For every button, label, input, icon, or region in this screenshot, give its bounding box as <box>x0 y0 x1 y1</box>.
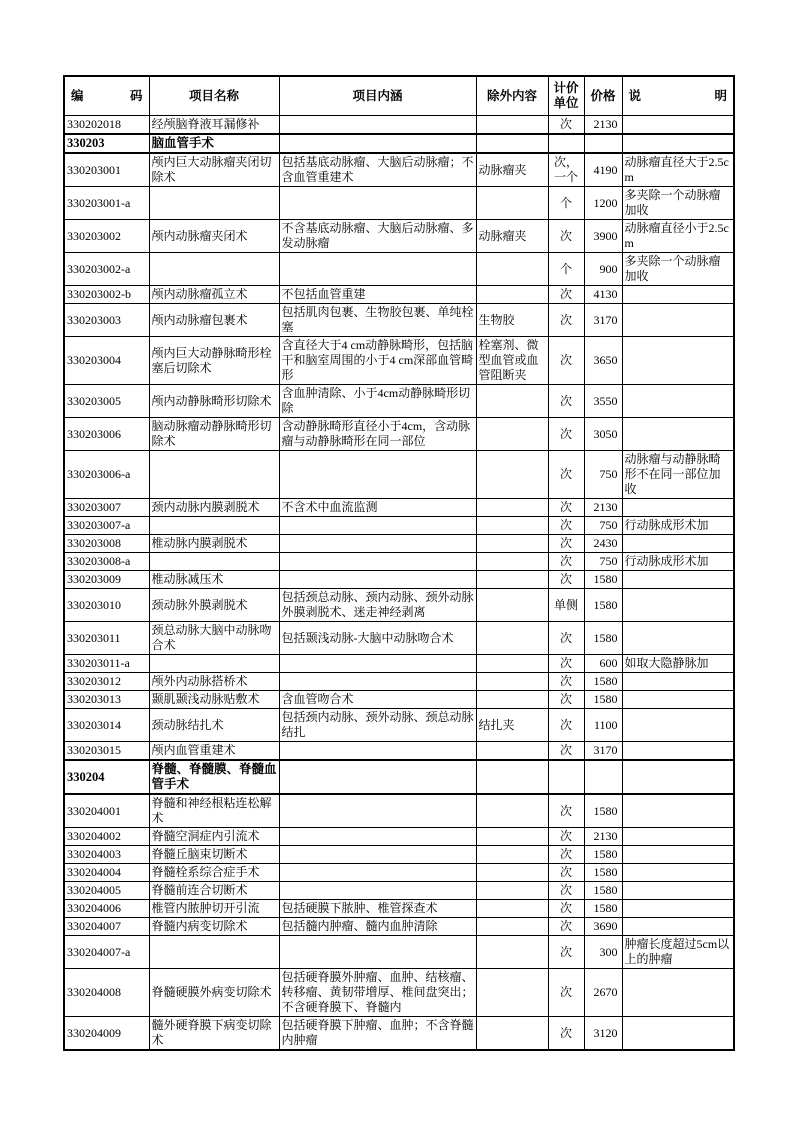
cell-unit: 次 <box>548 936 584 969</box>
cell-content <box>279 655 476 673</box>
cell-name: 脊髓栓系综合症手术 <box>149 864 279 882</box>
cell-content <box>279 134 476 153</box>
cell-code: 330203001 <box>64 153 149 187</box>
table-row <box>64 622 734 655</box>
cell-code: 330203002-a <box>64 253 149 286</box>
cell-note <box>622 116 734 135</box>
cell-unit: 次 <box>548 900 584 918</box>
cell-content <box>279 535 476 553</box>
cell-code: 330203006 <box>64 418 149 451</box>
cell-exclude: 结扎夹 <box>476 709 548 742</box>
cell-name: 颈动脉结扎术 <box>149 709 279 742</box>
cell-price: 1580 <box>584 691 622 709</box>
cell-content <box>279 517 476 535</box>
table-row <box>64 517 734 535</box>
cell-note <box>622 337 734 385</box>
cell-name: 脊髓硬膜外病变切除术 <box>149 969 279 1017</box>
cell-note: 动脉瘤与动静脉畸形不在同一部位加收 <box>622 451 734 499</box>
cell-exclude <box>476 918 548 936</box>
cell-note <box>622 589 734 622</box>
cell-price: 2130 <box>584 828 622 846</box>
cell-name: 颈内动脉内膜剥脱术 <box>149 499 279 517</box>
cell-unit: 次 <box>548 116 584 135</box>
cell-exclude <box>476 828 548 846</box>
cell-content: 含直径大于4 cm动静脉畸形，包括脑干和脑室周围的小于4 cm深部血管畸形 <box>279 337 476 385</box>
cell-exclude <box>476 864 548 882</box>
cell-exclude <box>476 760 548 794</box>
cell-unit: 次 <box>548 969 584 1017</box>
header-name: 项目名称 <box>149 76 279 116</box>
table-row <box>64 691 734 709</box>
table-row <box>64 760 734 794</box>
cell-price: 600 <box>584 655 622 673</box>
cell-code: 330204003 <box>64 846 149 864</box>
table-row <box>64 673 734 691</box>
cell-exclude <box>476 134 548 153</box>
cell-code: 330203006-a <box>64 451 149 499</box>
cell-code: 330204008 <box>64 969 149 1017</box>
cell-unit: 次 <box>548 451 584 499</box>
cell-content <box>279 882 476 900</box>
cell-unit: 个 <box>548 187 584 220</box>
table-row <box>64 451 734 499</box>
cell-name: 脑血管手术 <box>149 134 279 153</box>
cell-exclude <box>476 846 548 864</box>
cell-unit: 个 <box>548 253 584 286</box>
cell-name: 颅内巨大动脉瘤夹闭切除术 <box>149 153 279 187</box>
cell-price: 1580 <box>584 794 622 828</box>
cell-exclude <box>476 936 548 969</box>
cell-unit <box>548 134 584 153</box>
cell-content <box>279 187 476 220</box>
table-row <box>64 253 734 286</box>
cell-note <box>622 882 734 900</box>
cell-content <box>279 760 476 794</box>
cell-content <box>279 864 476 882</box>
cell-name: 颈动脉外膜剥脱术 <box>149 589 279 622</box>
cell-price: 1200 <box>584 187 622 220</box>
cell-exclude <box>476 499 548 517</box>
cell-price: 3050 <box>584 418 622 451</box>
cell-note <box>622 918 734 936</box>
cell-exclude <box>476 794 548 828</box>
cell-unit: 次 <box>548 571 584 589</box>
cell-note <box>622 1017 734 1051</box>
cell-price: 3900 <box>584 220 622 253</box>
table-row <box>64 589 734 622</box>
cell-exclude: 生物胶 <box>476 304 548 337</box>
table-row <box>64 882 734 900</box>
cell-content <box>279 116 476 135</box>
cell-price: 1580 <box>584 622 622 655</box>
cell-name: 椎动脉减压术 <box>149 571 279 589</box>
cell-exclude: 动脉瘤夹 <box>476 220 548 253</box>
cell-unit: 次 <box>548 882 584 900</box>
cell-content: 含血管吻合术 <box>279 691 476 709</box>
cell-unit: 次 <box>548 1017 584 1051</box>
cell-exclude: 栓塞剂、微型血管或血管阻断夹 <box>476 337 548 385</box>
cell-code: 330203009 <box>64 571 149 589</box>
cell-note: 行动脉成形术加 <box>622 517 734 535</box>
cell-unit: 次 <box>548 418 584 451</box>
cell-note: 多夹除一个动脉瘤加收 <box>622 187 734 220</box>
cell-content <box>279 451 476 499</box>
table-row <box>64 304 734 337</box>
cell-content: 包括基底动脉瘤、大脑后动脉瘤；不含血管重建术 <box>279 153 476 187</box>
cell-content: 包括肌肉包裹、生物胶包裹、单纯栓塞 <box>279 304 476 337</box>
cell-content <box>279 846 476 864</box>
cell-name: 颅内巨大动静脉畸形栓塞后切除术 <box>149 337 279 385</box>
cell-content: 包括颈总动脉、颈内动脉、颈外动脉外膜剥脱术、迷走神经剥离 <box>279 589 476 622</box>
table-row <box>64 153 734 187</box>
header-row <box>64 76 734 116</box>
cell-content: 含血肿清除、小于4cm动静脉畸形切除 <box>279 385 476 418</box>
cell-code: 330203008-a <box>64 553 149 571</box>
cell-note: 行动脉成形术加 <box>622 553 734 571</box>
cell-price: 1580 <box>584 673 622 691</box>
cell-note <box>622 828 734 846</box>
cell-code: 330204007-a <box>64 936 149 969</box>
table-row <box>64 864 734 882</box>
cell-price: 2670 <box>584 969 622 1017</box>
cell-name <box>149 253 279 286</box>
cell-exclude <box>476 553 548 571</box>
cell-code: 330203 <box>64 134 149 153</box>
cell-exclude: 动脉瘤夹 <box>476 153 548 187</box>
cell-code: 330203010 <box>64 589 149 622</box>
cell-unit: 次，一个 <box>548 153 584 187</box>
cell-price: 3650 <box>584 337 622 385</box>
cell-name <box>149 936 279 969</box>
cell-name: 颅内动脉瘤夹闭术 <box>149 220 279 253</box>
cell-code: 330202018 <box>64 116 149 135</box>
table-row <box>64 418 734 451</box>
cell-unit: 次 <box>548 337 584 385</box>
cell-code: 330204006 <box>64 900 149 918</box>
cell-exclude <box>476 673 548 691</box>
cell-price: 1580 <box>584 900 622 918</box>
cell-note <box>622 846 734 864</box>
cell-unit: 单侧 <box>548 589 584 622</box>
cell-exclude <box>476 900 548 918</box>
cell-unit: 次 <box>548 517 584 535</box>
cell-code: 330204001 <box>64 794 149 828</box>
cell-note <box>622 900 734 918</box>
cell-content <box>279 794 476 828</box>
cell-content: 包括颞浅动脉-大脑中动脉吻合术 <box>279 622 476 655</box>
cell-code: 330203014 <box>64 709 149 742</box>
cell-content: 包括硬脊膜外肿瘤、血肿、结核瘤、转移瘤、黄韧带增厚、椎间盘突出；不含硬脊膜下、脊髓内 <box>279 969 476 1017</box>
header-code: 编 码 <box>64 76 149 116</box>
cell-exclude <box>476 517 548 535</box>
cell-price: 3120 <box>584 1017 622 1051</box>
table-row <box>64 220 734 253</box>
cell-note <box>622 673 734 691</box>
cell-price: 1580 <box>584 571 622 589</box>
cell-content: 不包括血管重建 <box>279 286 476 304</box>
cell-exclude <box>476 1017 548 1051</box>
table-row <box>64 187 734 220</box>
cell-note <box>622 134 734 153</box>
cell-name <box>149 553 279 571</box>
table-row <box>64 1017 734 1051</box>
table-row <box>64 337 734 385</box>
cell-code: 330203015 <box>64 742 149 761</box>
table-row <box>64 936 734 969</box>
cell-name: 椎动脉内膜剥脱术 <box>149 535 279 553</box>
cell-exclude <box>476 187 548 220</box>
cell-unit: 次 <box>548 220 584 253</box>
cell-note: 动脉瘤直径小于2.5cm <box>622 220 734 253</box>
table-row <box>64 918 734 936</box>
cell-note <box>622 969 734 1017</box>
cell-name: 颅外内动脉搭桥术 <box>149 673 279 691</box>
table-row <box>64 655 734 673</box>
cell-name: 脊髓内病变切除术 <box>149 918 279 936</box>
cell-content <box>279 742 476 761</box>
cell-content <box>279 936 476 969</box>
cell-name <box>149 517 279 535</box>
cell-content: 含动静脉畸形直径小于4cm，含动脉瘤与动静脉畸形在同一部位 <box>279 418 476 451</box>
cell-unit: 次 <box>548 499 584 517</box>
cell-name: 颞肌颞浅动脉贴敷术 <box>149 691 279 709</box>
cell-price: 1580 <box>584 846 622 864</box>
cell-name: 颅内动脉瘤孤立术 <box>149 286 279 304</box>
cell-content: 不含术中血流监测 <box>279 499 476 517</box>
table-row <box>64 134 734 153</box>
cell-note: 肿瘤长度超过5cm以上的肿瘤 <box>622 936 734 969</box>
cell-unit: 次 <box>548 794 584 828</box>
table-row <box>64 709 734 742</box>
cell-note <box>622 794 734 828</box>
cell-price: 750 <box>584 451 622 499</box>
table-row <box>64 499 734 517</box>
cell-price: 3170 <box>584 742 622 761</box>
table-row <box>64 571 734 589</box>
cell-price <box>584 134 622 153</box>
cell-unit: 次 <box>548 304 584 337</box>
cell-name: 经颅脑脊液耳漏修补 <box>149 116 279 135</box>
cell-note <box>622 709 734 742</box>
table-header <box>64 76 734 116</box>
cell-price: 2130 <box>584 116 622 135</box>
cell-code: 330203011 <box>64 622 149 655</box>
cell-unit: 次 <box>548 864 584 882</box>
cell-code: 330203008 <box>64 535 149 553</box>
cell-code: 330204009 <box>64 1017 149 1051</box>
cell-price: 750 <box>584 517 622 535</box>
table-row <box>64 385 734 418</box>
table-row <box>64 286 734 304</box>
header-price: 价格 <box>584 76 622 116</box>
cell-unit: 次 <box>548 553 584 571</box>
table-row <box>64 846 734 864</box>
table-row <box>64 116 734 135</box>
pricing-table <box>63 75 735 1051</box>
cell-name: 脊髓前连合切断术 <box>149 882 279 900</box>
cell-code: 330203004 <box>64 337 149 385</box>
cell-name: 颅内动静脉畸形切除术 <box>149 385 279 418</box>
cell-unit: 次 <box>548 918 584 936</box>
cell-price: 900 <box>584 253 622 286</box>
cell-exclude <box>476 286 548 304</box>
cell-exclude <box>476 589 548 622</box>
cell-exclude <box>476 535 548 553</box>
cell-code: 330203002 <box>64 220 149 253</box>
cell-name: 脊髓丘脑束切断术 <box>149 846 279 864</box>
cell-content <box>279 553 476 571</box>
cell-price: 1580 <box>584 864 622 882</box>
cell-unit: 次 <box>548 846 584 864</box>
cell-note <box>622 571 734 589</box>
cell-note <box>622 622 734 655</box>
cell-price: 4190 <box>584 153 622 187</box>
cell-note <box>622 418 734 451</box>
table-row <box>64 828 734 846</box>
cell-note <box>622 742 734 761</box>
cell-price: 2130 <box>584 499 622 517</box>
table-row <box>64 535 734 553</box>
cell-name: 脊髓和神经根粘连松解术 <box>149 794 279 828</box>
cell-code: 330203012 <box>64 673 149 691</box>
cell-note: 动脉瘤直径大于2.5cm <box>622 153 734 187</box>
cell-unit: 次 <box>548 286 584 304</box>
cell-code: 330203005 <box>64 385 149 418</box>
cell-exclude <box>476 969 548 1017</box>
cell-price: 3550 <box>584 385 622 418</box>
cell-note <box>622 499 734 517</box>
cell-code: 330204004 <box>64 864 149 882</box>
cell-name: 颅内动脉瘤包裹术 <box>149 304 279 337</box>
cell-content: 不含基底动脉瘤、大脑后动脉瘤、多发动脉瘤 <box>279 220 476 253</box>
header-exclude: 除外内容 <box>476 76 548 116</box>
cell-price: 750 <box>584 553 622 571</box>
cell-code: 330203003 <box>64 304 149 337</box>
header-note: 说 明 <box>622 76 734 116</box>
cell-price <box>584 760 622 794</box>
cell-code: 330204002 <box>64 828 149 846</box>
cell-price: 1100 <box>584 709 622 742</box>
cell-unit: 次 <box>548 691 584 709</box>
cell-note <box>622 691 734 709</box>
cell-exclude <box>476 253 548 286</box>
cell-unit: 次 <box>548 828 584 846</box>
table-row <box>64 900 734 918</box>
cell-unit <box>548 760 584 794</box>
cell-code: 330203007-a <box>64 517 149 535</box>
header-content: 项目内涵 <box>279 76 476 116</box>
cell-note: 如取大隐静脉加 <box>622 655 734 673</box>
cell-content: 包括硬膜下脓肿、椎管探查术 <box>279 900 476 918</box>
cell-code: 330204 <box>64 760 149 794</box>
cell-unit: 次 <box>548 655 584 673</box>
header-unit: 计价单位 <box>548 76 584 116</box>
cell-code: 330203001-a <box>64 187 149 220</box>
cell-code: 330203007 <box>64 499 149 517</box>
cell-exclude <box>476 655 548 673</box>
cell-content: 包括髓内肿瘤、髓内血肿清除 <box>279 918 476 936</box>
cell-price: 3690 <box>584 918 622 936</box>
cell-code: 330204005 <box>64 882 149 900</box>
cell-unit: 次 <box>548 709 584 742</box>
cell-note <box>622 760 734 794</box>
cell-unit: 次 <box>548 742 584 761</box>
cell-content <box>279 253 476 286</box>
cell-content: 包括颈内动脉、颈外动脉、颈总动脉结扎 <box>279 709 476 742</box>
cell-price: 300 <box>584 936 622 969</box>
cell-exclude <box>476 451 548 499</box>
cell-exclude <box>476 882 548 900</box>
cell-name <box>149 451 279 499</box>
cell-name: 颈总动脉大脑中动脉吻合术 <box>149 622 279 655</box>
table-body <box>64 116 734 1051</box>
cell-name <box>149 187 279 220</box>
cell-exclude <box>476 571 548 589</box>
cell-unit: 次 <box>548 385 584 418</box>
cell-content: 包括硬脊膜下肿瘤、血肿；不含脊髓内肿瘤 <box>279 1017 476 1051</box>
cell-price: 3170 <box>584 304 622 337</box>
cell-exclude <box>476 385 548 418</box>
cell-content <box>279 828 476 846</box>
cell-price: 1580 <box>584 589 622 622</box>
cell-name: 脑动脉瘤动静脉畸形切除术 <box>149 418 279 451</box>
cell-note <box>622 385 734 418</box>
cell-name: 脊髓、脊髓膜、脊髓血管手术 <box>149 760 279 794</box>
cell-code: 330203011-a <box>64 655 149 673</box>
cell-unit: 次 <box>548 622 584 655</box>
table-row <box>64 969 734 1017</box>
cell-name: 椎管内脓肿切开引流 <box>149 900 279 918</box>
cell-note <box>622 286 734 304</box>
cell-unit: 次 <box>548 673 584 691</box>
cell-content <box>279 673 476 691</box>
cell-code: 330203002-b <box>64 286 149 304</box>
cell-note <box>622 864 734 882</box>
cell-exclude <box>476 418 548 451</box>
cell-name: 脊髓空洞症内引流术 <box>149 828 279 846</box>
cell-price: 1580 <box>584 882 622 900</box>
cell-name <box>149 655 279 673</box>
cell-note: 多夹除一个动脉瘤加收 <box>622 253 734 286</box>
cell-price: 4130 <box>584 286 622 304</box>
cell-exclude <box>476 691 548 709</box>
cell-unit: 次 <box>548 535 584 553</box>
cell-exclude <box>476 742 548 761</box>
table-row <box>64 794 734 828</box>
cell-code: 330204007 <box>64 918 149 936</box>
cell-exclude <box>476 116 548 135</box>
cell-name: 颅内血管重建术 <box>149 742 279 761</box>
cell-name: 髓外硬脊膜下病变切除术 <box>149 1017 279 1051</box>
cell-exclude <box>476 622 548 655</box>
cell-content <box>279 571 476 589</box>
table-row <box>64 742 734 761</box>
table-row <box>64 553 734 571</box>
cell-note <box>622 535 734 553</box>
cell-note <box>622 304 734 337</box>
cell-code: 330203013 <box>64 691 149 709</box>
cell-price: 2430 <box>584 535 622 553</box>
